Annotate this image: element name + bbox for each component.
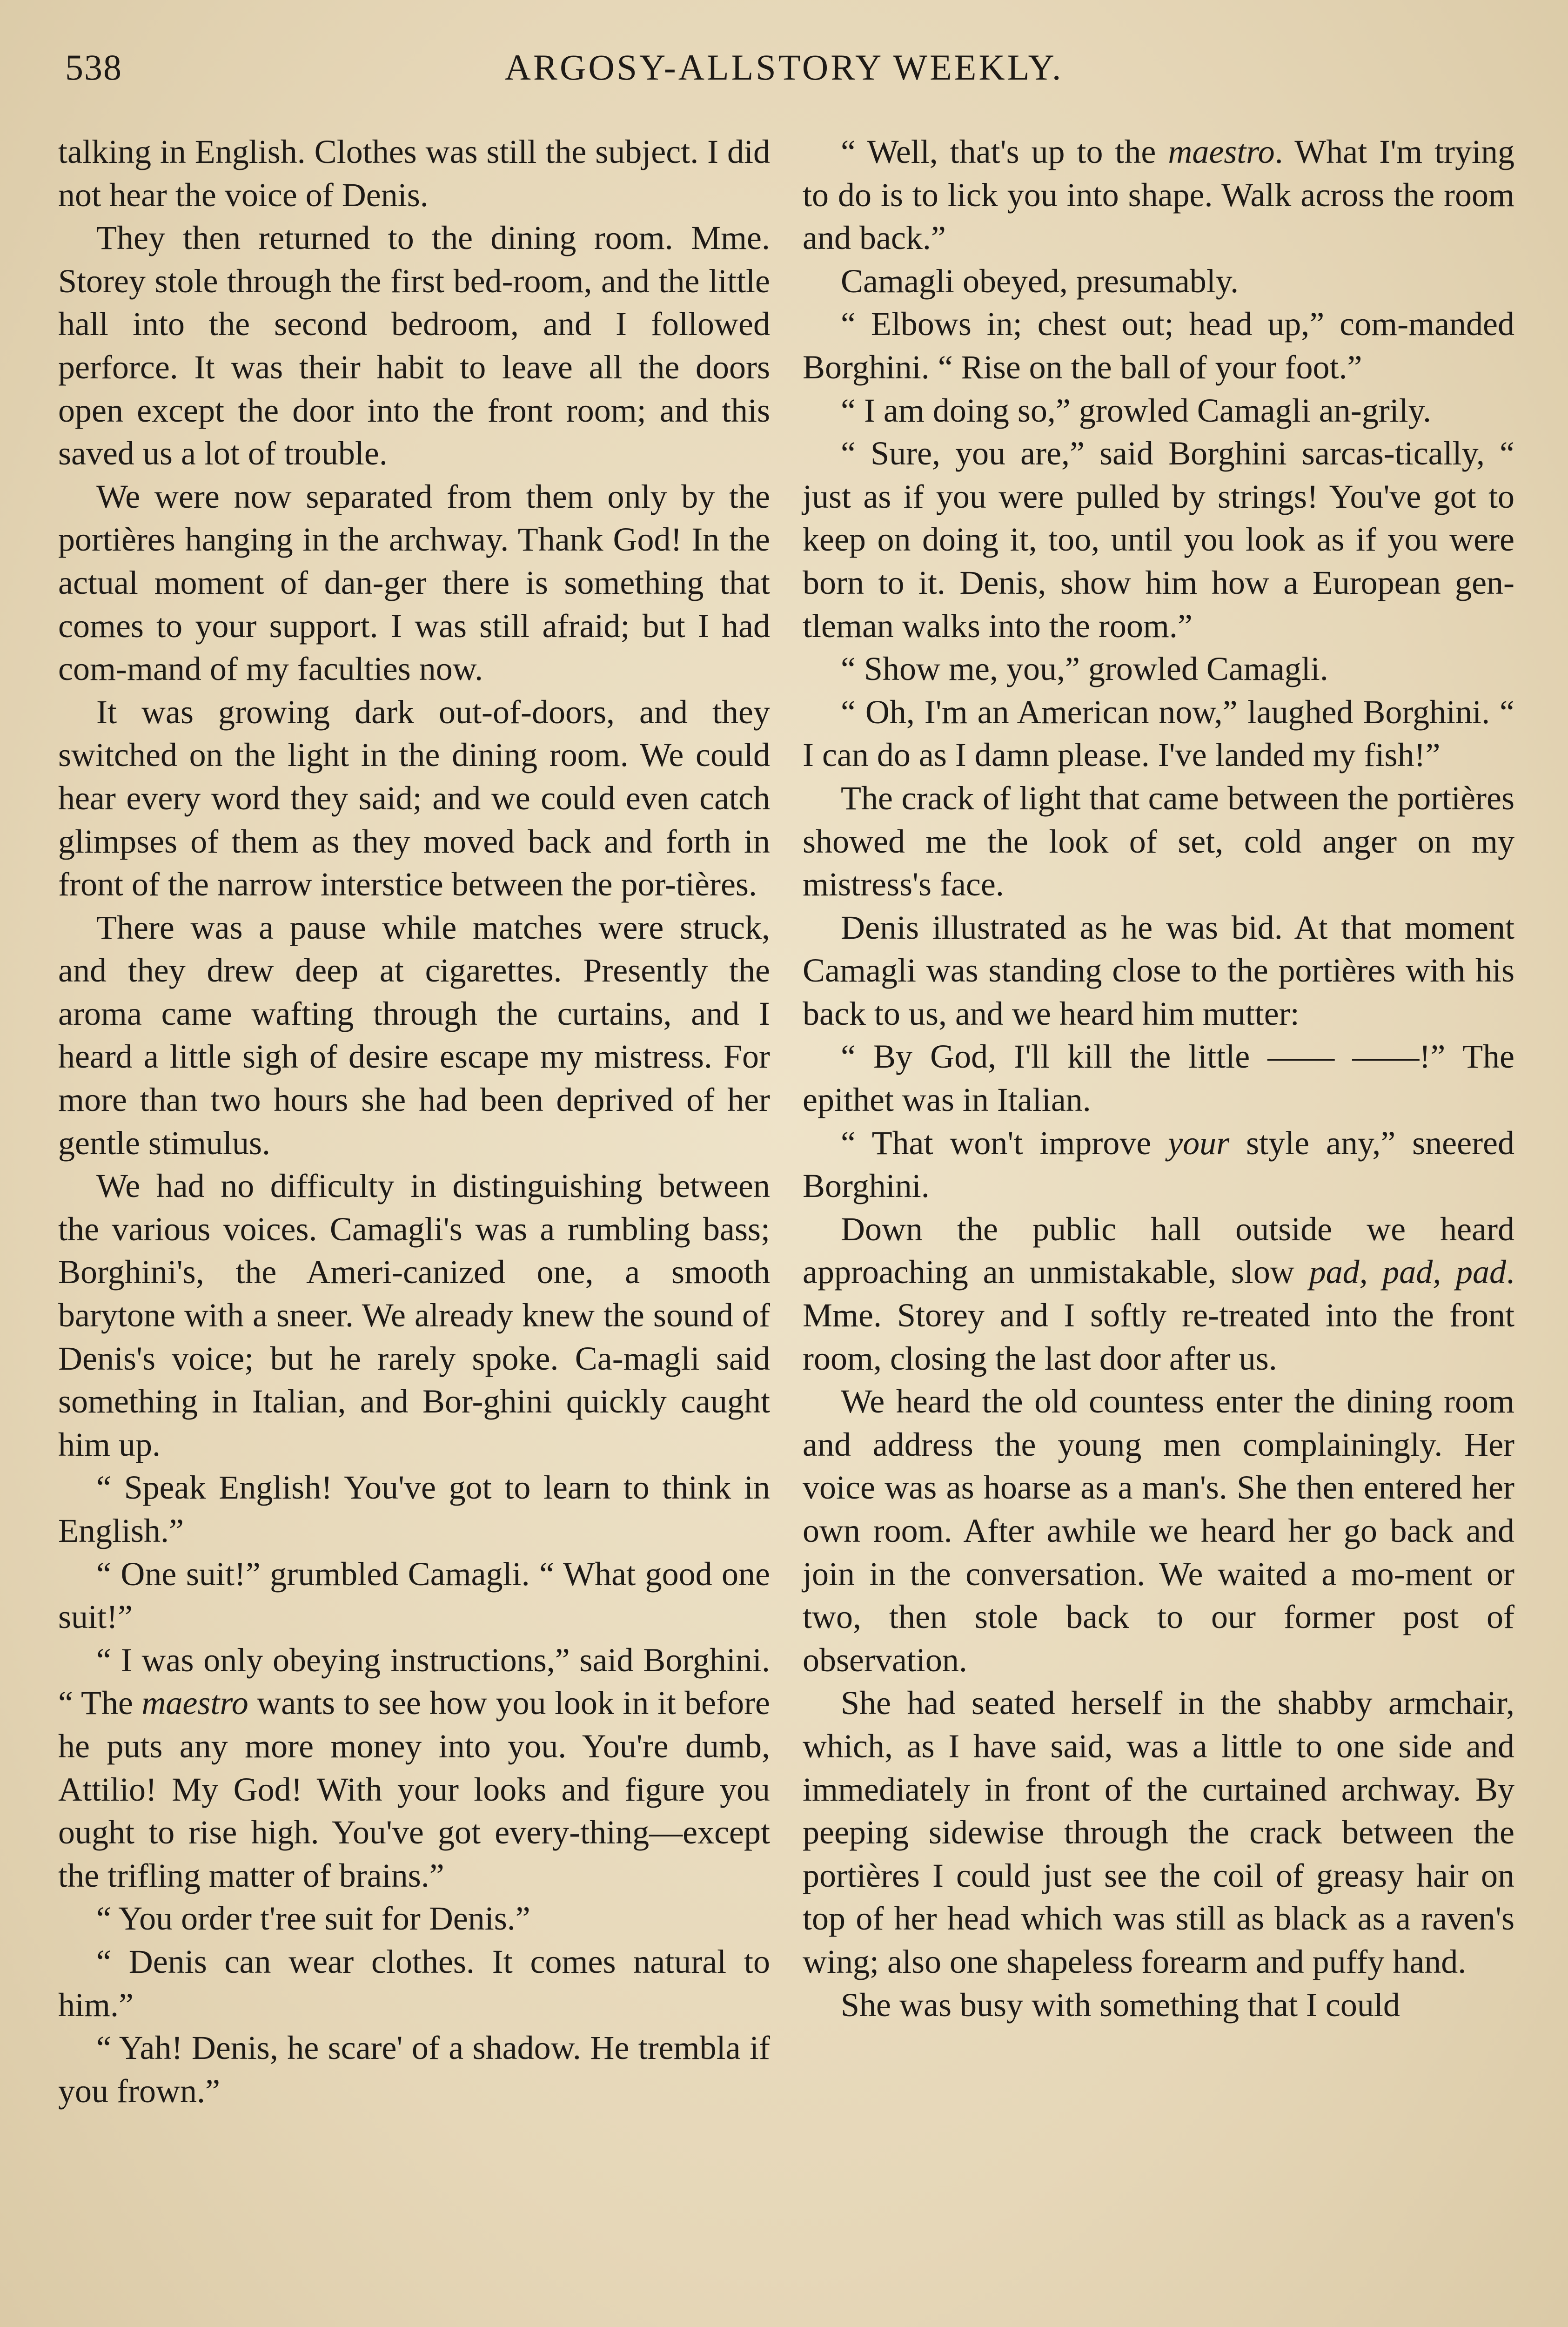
paragraph: “ One suit!” grumbled Camagli. “ What good one suit!” [58,1555,770,1636]
paragraph: Camagli obeyed, presumably. [841,262,1239,300]
paragraph: “ Yah! Denis, he scare' of a shadow. He trembla if you frown.” [58,2029,770,2110]
paragraph: “ Well, that's up to the maestro. What I'm trying to do is to lick you into shape. Walk across the room and back.” [803,133,1515,257]
page-number: 538 [65,47,122,87]
paragraph: “ Oh, I'm an American now,” laughed Borghini. “ I can do as I damn please. I've landed my fish!” [803,693,1514,774]
paragraph: “ I am doing so,” growled Camagli an-grily. [841,391,1431,429]
paragraph: “ That won't improve your style any,” sneered Borghini. [803,1124,1515,1205]
paragraph: It was growing dark out-of-doors, and they switched on the light in the dining room. We could hear every word they said; and we could even catch glimpses of them as they moved back and forth in front of the narrow interstice between the por-tières. [58,693,770,903]
paragraph: talking in English. Clothes was still the subject. I did not hear the voice of Denis. [58,133,770,214]
right-column [803,130,1514,2026]
paragraph: “ I was only obeying instructions,” said Borghini. “ The maestro wants to see how you look in it before he puts any more money into you. You're dumb, Attilio! My God! With your looks and figure you ought to rise high. You've got every-thing—except the trifling matter of brains.” [58,1641,770,1894]
paragraph: Down the public hall outside we heard approaching an unmistakable, slow pad, pad, pad. Mme. Storey and I softly re-treated into the front room, closing the last door after us. [803,1210,1514,1377]
paragraph: They then returned to the dining room. Mme. Storey stole through the first bed-room, and the little hall into the second bedroom, and I followed perforce. It was their habit to leave all the doors open except the door into the front room; and this saved us a lot of trouble. [58,219,770,472]
paragraph: She had seated herself in the shabby armchair, which, as I have said, was a little to one side and immediately in front of the curtained archway. By peeping sidewise through the crack between the portières I could just see the coil of greasy hair on top of her head which was still as black as a raven's wing; also one shapeless forearm and puffy hand. [803,1684,1514,1980]
paragraph: “ Sure, you are,” said Borghini sarcas-tically, “ just as if you were pulled by strings! You've got to keep on doing it, too, until you look as if you were born to it. Denis, show him how a European gen-tleman walks into the room.” [803,435,1514,645]
paragraph: “ Denis can wear clothes. It comes natural to him.” [58,1943,770,2024]
left-column [58,130,770,2112]
paragraph: The crack of light that came between the portières showed me the look of set, cold anger on my mistress's face. [803,779,1514,903]
paragraph: “ Speak English! You've got to learn to think in English.” [58,1469,770,1549]
paragraph: Denis illustrated as he was bid. At that moment Camagli was standing close to the portières with his back to us, and we heard him mutter: [803,908,1514,1032]
paragraph: “ Show me, you,” growled Camagli. [841,650,1328,688]
paragraph: “ Elbows in; chest out; head up,” com-manded Borghini. “ Rise on the ball of your foot.” [803,305,1514,386]
paragraph: “ You order t'ree suit for Denis.” [96,1900,530,1937]
paragraph: There was a pause while matches were struck, and they drew deep at cigarettes. Presently the aroma came wafting through the curtains, and I heard a little sigh of desire escape my mistress. For more than two hours she had been deprived of her gentle stimulus. [58,908,770,1162]
paragraph: We heard the old countess enter the dining room and address the young men complainingly. Her voice was as hoarse as a man's. She then entered her own room. After awhile we heard her go back and join in the conversation. We waited a mo-ment or two, then stole back to our former post of observation. [803,1383,1514,1679]
paragraph: We had no difficulty in distinguishing between the various voices. Camagli's was a rumbling bass; Borghini's, the Ameri-canized one, a smooth barytone with a sneer. We already knew the sound of Denis's voice; but he rarely spoke. Ca-magli said something in Italian, and Bor-ghini quickly caught him up. [58,1167,770,1463]
paragraph: We were now separated from them only by the portières hanging in the archway. Thank God! In the actual moment of dan-ger there is something that comes to your support. I was still afraid; but I had com-mand of my faculties now. [58,478,770,688]
page-header [60,47,1508,102]
paragraph: “ By God, I'll kill the little —— ——!” The epithet was in Italian. [803,1038,1514,1119]
running-title: ARGOSY-ALLSTORY WEEKLY. [504,47,1064,87]
paragraph: She was busy with something that I could [841,1986,1400,2024]
